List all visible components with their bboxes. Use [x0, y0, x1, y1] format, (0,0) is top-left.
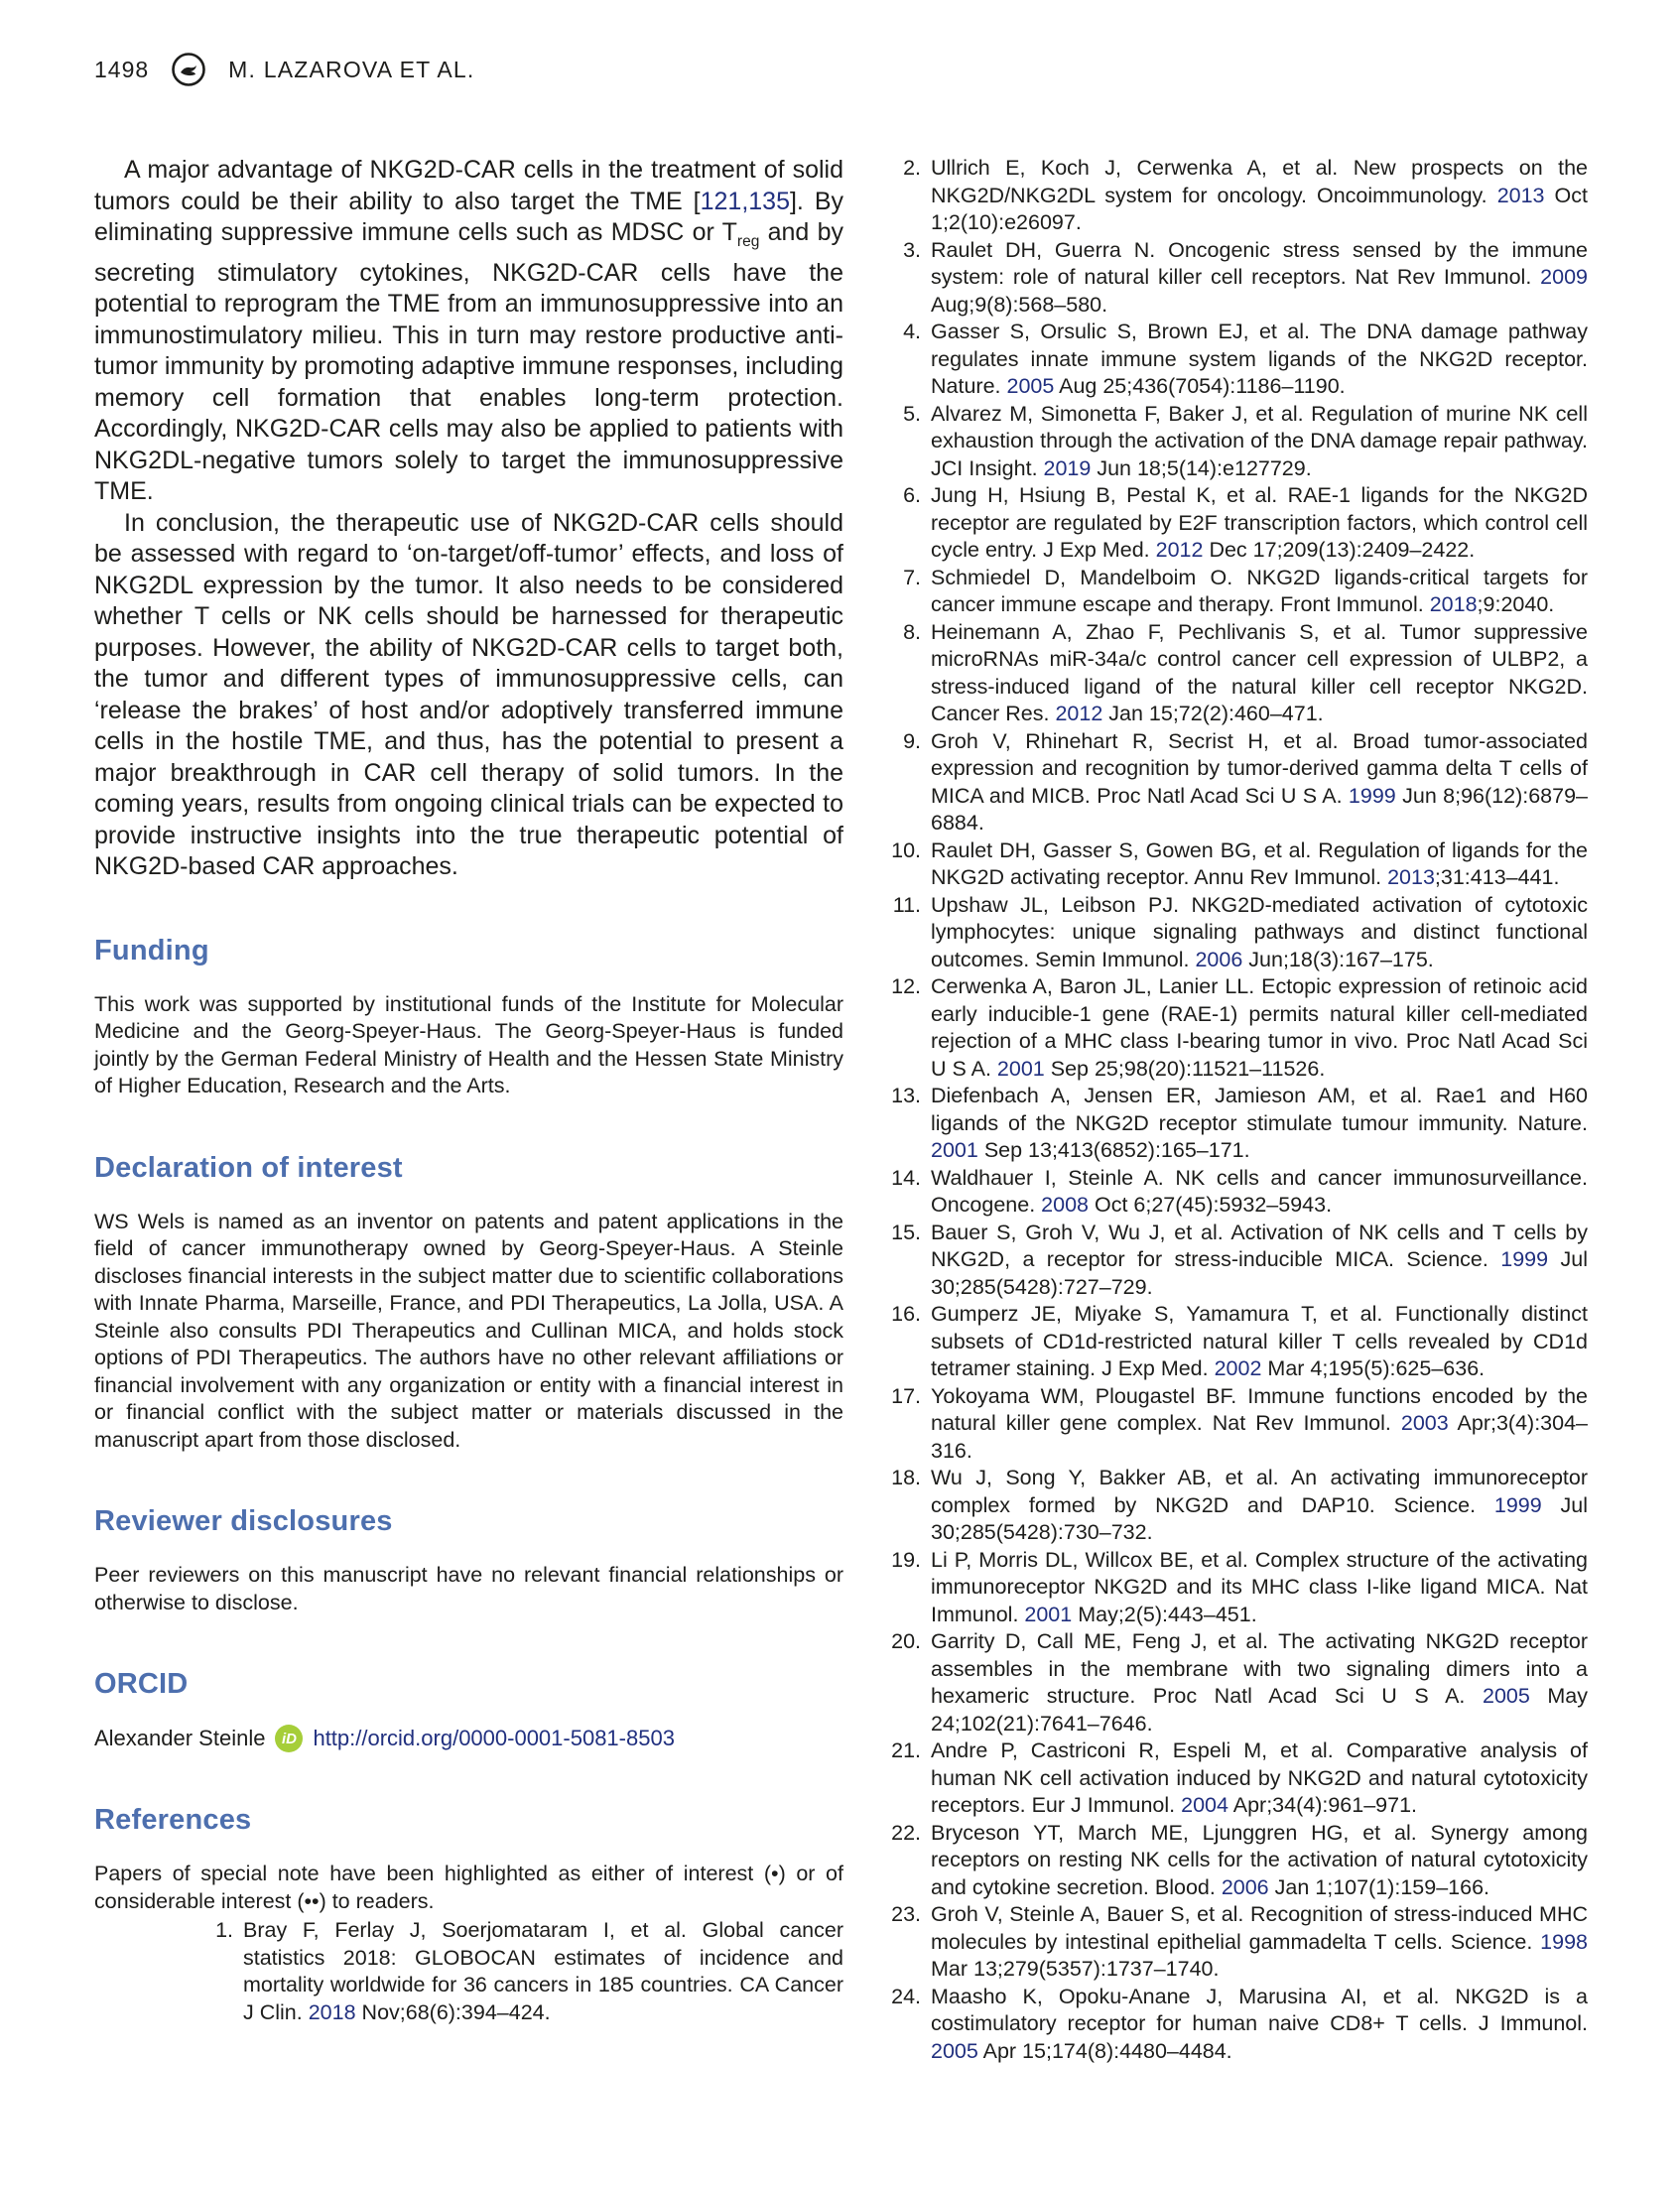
reference-text: Li P, Morris DL, Willcox BE, et al. Complex structure of the activating immunoreceptor NKG2D and its MHC class I-like ligand MICA. Nat Immunol. — [931, 1547, 1588, 1626]
reference-number: 9. — [903, 728, 921, 753]
right-column — [883, 155, 1588, 2065]
reference-text: Heinemann A, Zhao F, Pechlivanis S, et al. Tumor suppressive microRNAs miR-34a/c control cancer cell expression of ULBP2, a stress-induced ligand of the natural killer cell receptor NKG2D. Cancer Res. — [931, 619, 1588, 725]
reference-text: Sep 13;413(6852):165–171. — [977, 1138, 1250, 1162]
reference-number: 24. — [891, 1984, 921, 2008]
reference-text: ;31:413–441. — [1434, 865, 1560, 889]
section-heading-funding: Funding — [94, 934, 209, 966]
reference-item — [883, 1820, 1588, 1902]
reference-text: Jung H, Hsiung B, Pestal K, et al. RAE-1 ligands for the NKG2D receptor are regulated by E2F transcription factors, which control cell cycle entry. J Exp Med. — [931, 483, 1588, 562]
orcid-icon: iD — [275, 1725, 303, 1752]
reference-year-link[interactable]: 1998 — [1540, 1929, 1588, 1954]
reference-text: Apr;34(4):961–971. — [1228, 1793, 1418, 1817]
reference-text: Sep 25;98(20):11521–11526. — [1044, 1056, 1326, 1081]
reference-text: Bryceson YT, March ME, Ljunggren HG, et al. Synergy among receptors on resting NK cells for the activation of natural cytotoxicity and cytokine secretion. Blood. — [931, 1820, 1588, 1899]
reference-text: Gasser S, Orsulic S, Brown EJ, et al. The DNA damage pathway regulates innate immune system ligands of the NKG2D receptor. Nature. — [931, 320, 1588, 398]
reference-number: 21. — [891, 1738, 921, 1762]
reference-text: Mar 4;195(5):625–636. — [1261, 1356, 1486, 1380]
reference-item — [883, 1465, 1588, 1547]
body-text: and by secreting stimulatory cytokines, NKG2D-CAR cells have the potential to reprogram the TME from an immunosuppressive into an immunostimulatory milieu. This in turn may restore productive anti-tumor immunity by promoting adaptive immune responses, including memory cell formation that enables long-term protection. Accordingly, NKG2D-CAR cells may also be applied to patients with NKG2DL-negative tumors solely to target the immunosuppressive TME. — [94, 218, 843, 505]
reference-text: May;2(5):443–451. — [1072, 1602, 1257, 1626]
reference-number: 12. — [891, 974, 921, 998]
reference-item — [883, 565, 1588, 619]
reference-year-link[interactable]: 1999 — [1493, 1492, 1542, 1517]
reference-year-link[interactable]: 2008 — [1041, 1193, 1090, 1217]
reference-number: 5. — [903, 401, 921, 426]
reference-number: 11. — [892, 892, 921, 917]
reference-item — [883, 1220, 1588, 1302]
reference-number: 6. — [903, 483, 921, 507]
reference-text: Bauer S, Groh V, Wu J, et al. Activation of NK cells and T cells by NKG2D, a receptor for stress-inducible MICA. Science. — [931, 1220, 1588, 1271]
subscript-text: reg — [736, 233, 760, 250]
reference-number: 16. — [891, 1302, 921, 1326]
reference-number: 19. — [891, 1547, 921, 1572]
reference-text: Jun 18;5(14):e127729. — [1091, 455, 1312, 480]
reference-text: Apr;3(4):304–316. — [931, 1411, 1588, 1463]
reference-item — [883, 1738, 1588, 1820]
reference-text: Jul 30;285(5428):727–729. — [931, 1247, 1588, 1299]
reference-number: 8. — [903, 619, 921, 644]
reference-text: Apr 15;174(8):4480–4484. — [977, 2038, 1232, 2063]
orcid-line — [94, 1725, 843, 1752]
reference-text: Oct 1;2(10):e26097. — [931, 183, 1588, 234]
reference-number: 23. — [891, 1902, 921, 1926]
reference-text: Ullrich E, Koch J, Cerwenka A, et al. New prospects on the NKG2D/NKG2DL system for oncology. Oncoimmunology. — [931, 156, 1588, 207]
reference-text: Nov;68(6):394–424. — [355, 1999, 551, 2024]
reference-year-link[interactable]: 2001 — [1024, 1602, 1073, 1626]
reference-year-link[interactable]: 2005 — [931, 2038, 978, 2063]
page-number: 1498 — [94, 56, 150, 82]
reviewer-paragraph: Peer reviewers on this manuscript have no relevant financial relationships or otherwise to disclose. — [94, 1563, 843, 1614]
reference-number: 15. — [891, 1220, 921, 1244]
reference-text: Cerwenka A, Baron JL, Lanier LL. Ectopic expression of retinoic acid early inducible-1 gene (RAE-1) permits natural killer cell-mediated rejection of a MHC class I-bearing tumor in vivo. Proc Natl Acad Sci U S A. — [931, 974, 1588, 1081]
reference-year-link[interactable]: 2004 — [1181, 1793, 1228, 1817]
orcid-author-name: Alexander Steinle — [94, 1726, 266, 1750]
reference-year-link[interactable]: 2019 — [1043, 455, 1092, 480]
running-head: M. LAZAROVA ET AL. — [228, 56, 475, 82]
reference-item — [883, 482, 1588, 565]
reference-item — [883, 1083, 1588, 1165]
reference-number: 18. — [891, 1466, 921, 1489]
funding-paragraph: This work was supported by institutional funds of the Institute for Molecular Medicine and the Georg-Speyer-Haus. The Georg-Speyer-Haus is funded jointly by the German Federal Ministry of Health and the Hessen State Ministry of Higher Education, Research and the Arts. — [94, 991, 843, 1097]
reference-text: Upshaw JL, Leibson PJ. NKG2D-mediated activation of cytotoxic lymphocytes: unique signaling pathways and distinct functional outcomes. Semin Immunol. — [931, 892, 1588, 971]
reference-item — [883, 1383, 1588, 1466]
body-text: ]. By eliminating suppressive immune cells such as MDSC or T — [94, 187, 843, 246]
section-heading-reviewer-disclosures: Reviewer disclosures — [94, 1505, 393, 1537]
reference-text: Dec 17;209(13):2409–2422. — [1203, 538, 1476, 562]
reference-item — [883, 1628, 1588, 1738]
reference-item — [883, 973, 1588, 1083]
two-column-layout — [94, 155, 1588, 2065]
publisher-logo-icon — [171, 52, 206, 87]
reference-item — [883, 1901, 1588, 1984]
body-text: A major advantage of NKG2D-CAR cells in the treatment of solid tumors could be their ability to also target the TME [ — [94, 156, 843, 215]
reference-text: Jan 15;72(2):460–471. — [1102, 702, 1324, 725]
reference-text: Jan 1;107(1):159–166. — [1268, 1874, 1489, 1899]
reference-text: Yokoyama WM, Plougastel BF. Immune functions encoded by the natural killer gene complex. Nat Rev Immunol. — [931, 1383, 1588, 1435]
reference-text: Garrity D, Call ME, Feng J, et al. The activating NKG2D receptor assembles in the membrane with two signaling dimers into a hexameric structure. Proc Natl Acad Sci U S A. — [931, 1629, 1588, 1708]
reference-text: Alvarez M, Simonetta F, Baker J, et al. Regulation of murine NK cell exhaustion through the activation of the DNA damage repair pathway. JCI Insight. — [931, 401, 1588, 480]
reference-item — [883, 319, 1588, 401]
reference-year-link[interactable]: 2002 — [1214, 1356, 1262, 1380]
reference-year-link[interactable]: 1999 — [1348, 783, 1396, 808]
reference-year-link[interactable]: 2013 — [1496, 183, 1545, 207]
reference-year-link[interactable]: 2001 — [931, 1138, 978, 1162]
reference-text: Bray F, Ferlay J, Soerjomataram I, et al. Global cancer statistics 2018: GLOBOCAN estimates of incidence and mortality worldwide for 36 cancers in 185 countries. CA Cancer J Clin. — [243, 1918, 843, 2024]
reference-text: Jun;18(3):167–175. — [1242, 947, 1434, 971]
reference-text: Waldhauer I, Steinle A. NK cells and cancer immunosurveillance. Oncogene. — [931, 1165, 1588, 1217]
reference-number: 14. — [891, 1165, 921, 1190]
reference-number: 4. — [903, 320, 921, 343]
section-heading-declaration: Declaration of interest — [94, 1151, 403, 1184]
reference-text: Diefenbach A, Jensen ER, Jamieson AM, et al. Rae1 and H60 ligands of the NKG2D receptor stimulate tumour immunity. Nature. — [931, 1084, 1588, 1135]
reference-number: 17. — [891, 1383, 921, 1408]
reference-text: Jul 30;285(5428):730–732. — [931, 1492, 1588, 1544]
reference-text: ;9:2040. — [1477, 592, 1555, 616]
reference-list-right — [883, 155, 1588, 2065]
reference-item — [883, 1984, 1588, 2066]
reference-text: Raulet DH, Gasser S, Gowen BG, et al. Regulation of ligands for the NKG2D activating receptor. Annu Rev Immunol. — [931, 837, 1588, 889]
reference-text: May 24;102(21):7641–7646. — [931, 1684, 1589, 1736]
reference-item — [883, 1301, 1588, 1383]
reference-text: Andre P, Castriconi R, Espeli M, et al. Comparative analysis of human NK cell activation induced by NKG2D and natural cytotoxicity receptors. Eur J Immunol. — [931, 1738, 1588, 1817]
reference-number: 10. — [891, 837, 921, 862]
reference-list-left — [203, 1917, 843, 2026]
reference-text: Aug;9(8):568–580. — [931, 292, 1108, 317]
reference-item — [883, 837, 1588, 892]
section-heading-references: References — [94, 1804, 252, 1836]
reference-year-link[interactable]: 2018 — [308, 1999, 356, 2024]
reference-year-link[interactable]: 2013 — [1387, 865, 1435, 889]
reference-year-link[interactable]: 2012 — [1055, 702, 1103, 725]
body-paragraph-1 — [94, 155, 843, 508]
page-header — [94, 52, 1588, 87]
body-paragraph-2: In conclusion, the therapeutic use of NKG2D-CAR cells should be assessed with regard to ‘on-target/off-tumor’ effects, and loss of NKG2DL expression by the tumor. It also needs to be considered whether T cells or NK cells should be harnessed for therapeutic purposes. However, the ability of NKG2D-CAR cells to target both, the tumor and different types of immunosuppressive cells, can ‘release the brakes’ of host and/or adoptively transferred immune cells in the hostile TME, and thus, has the potential to present a major breakthrough in CAR cell therapy of solid tumors. In the coming years, results from ongoing clinical trials can be expected to provide instructive insights into the true therapeutic potential of NKG2D-based CAR approaches. — [94, 508, 843, 880]
reference-item — [883, 619, 1588, 728]
declaration-paragraph: WS Wels is named as an inventor on patents and patent applications in the field of cancer immunotherapy owned by Georg-Speyer-Haus. A Steinle discloses financial interests in the subject matter due to scientific collaborations with Innate Pharma, Marseille, France, and PDI Therapeutics, La Jolla, USA. A Steinle also consults PDI Therapeutics and Cullinan MICA, and holds stock options of PDI Therapeutics. The authors have no other relevant affiliations or financial involvement with any organization or entity with a financial interest in or financial conflict with the subject matter or materials discussed in the manuscript apart from those disclosed. — [94, 1209, 843, 1452]
reference-text: Raulet DH, Guerra N. Oncogenic stress sensed by the immune system: role of natural killer cell receptors. Nat Rev Immunol. — [931, 237, 1588, 289]
reference-year-link[interactable]: 2018 — [1429, 592, 1478, 616]
reference-text: Mar 13;279(5357):1737–1740. — [931, 1957, 1220, 1981]
reference-text: Maasho K, Opoku-Anane J, Marusina AI, et al. NKG2D is a costimulatory receptor for human naive CD8+ T cells. J Immunol. — [931, 1984, 1588, 2035]
reference-year-link[interactable]: 2012 — [1155, 538, 1204, 562]
section-heading-orcid: ORCID — [94, 1668, 189, 1700]
reference-item — [883, 237, 1588, 320]
reference-number: 3. — [903, 237, 921, 262]
reference-item — [203, 1917, 843, 2026]
reference-text: Wu J, Song Y, Bakker AB, et al. An activating immunoreceptor complex formed by NKG2D and DAP10. Science. — [931, 1466, 1588, 1517]
reference-year-link[interactable]: 2006 — [1195, 947, 1243, 971]
reference-text: Gumperz JE, Miyake S, Yamamura T, et al. Functionally distinct subsets of CD1d-restricted natural killer T cells revealed by CD1d tetramer staining. J Exp Med. — [931, 1302, 1588, 1380]
reference-item — [883, 1165, 1588, 1220]
reference-number: 1. — [215, 1918, 233, 1942]
reference-year-link[interactable]: 2001 — [996, 1056, 1045, 1081]
reference-year-link[interactable]: 1999 — [1500, 1247, 1549, 1271]
reference-year-link[interactable]: 2003 — [1400, 1411, 1449, 1435]
reference-number: 13. — [891, 1084, 921, 1107]
reference-text: Oct 6;27(45):5932–5943. — [1089, 1193, 1333, 1217]
reference-year-link[interactable]: 2005 — [1482, 1684, 1530, 1708]
reference-text: Schmiedel D, Mandelboim O. NKG2D ligands-critical targets for cancer immune escape and therapy. Front Immunol. — [931, 565, 1588, 616]
reference-number: 22. — [891, 1820, 921, 1845]
citation-link[interactable]: 121,135 — [700, 187, 790, 215]
reference-item — [883, 401, 1588, 483]
left-column — [94, 155, 843, 2026]
reference-year-link[interactable]: 2009 — [1540, 265, 1588, 289]
reference-text: Groh V, Rhinehart R, Secrist H, et al. Broad tumor-associated expression and recognition by tumor-derived gamma delta T cells of MICA and MICB. Proc Natl Acad Sci U S A. — [931, 728, 1588, 808]
reference-text: Aug 25;436(7054):1186–1190. — [1054, 374, 1346, 398]
reference-item — [883, 728, 1588, 837]
reference-number: 7. — [903, 565, 921, 589]
references-note: Papers of special note have been highlighted as either of interest (•) or of considerable interest (••) to readers. — [94, 1862, 843, 1913]
reference-number: 20. — [891, 1629, 921, 1653]
reference-item — [883, 155, 1588, 237]
reference-year-link[interactable]: 2005 — [1006, 374, 1055, 398]
reference-year-link[interactable]: 2006 — [1221, 1874, 1269, 1899]
reference-item — [883, 1547, 1588, 1629]
reference-text: Jun 8;96(12):6879–6884. — [931, 783, 1588, 835]
reference-number: 2. — [903, 156, 921, 180]
reference-text: Groh V, Steinle A, Bauer S, et al. Recognition of stress-induced MHC molecules by intestinal epithelial gammadelta T cells. Science. — [931, 1902, 1588, 1954]
orcid-link[interactable]: http://orcid.org/0000-0001-5081-8503 — [313, 1726, 675, 1750]
reference-item — [883, 892, 1588, 974]
